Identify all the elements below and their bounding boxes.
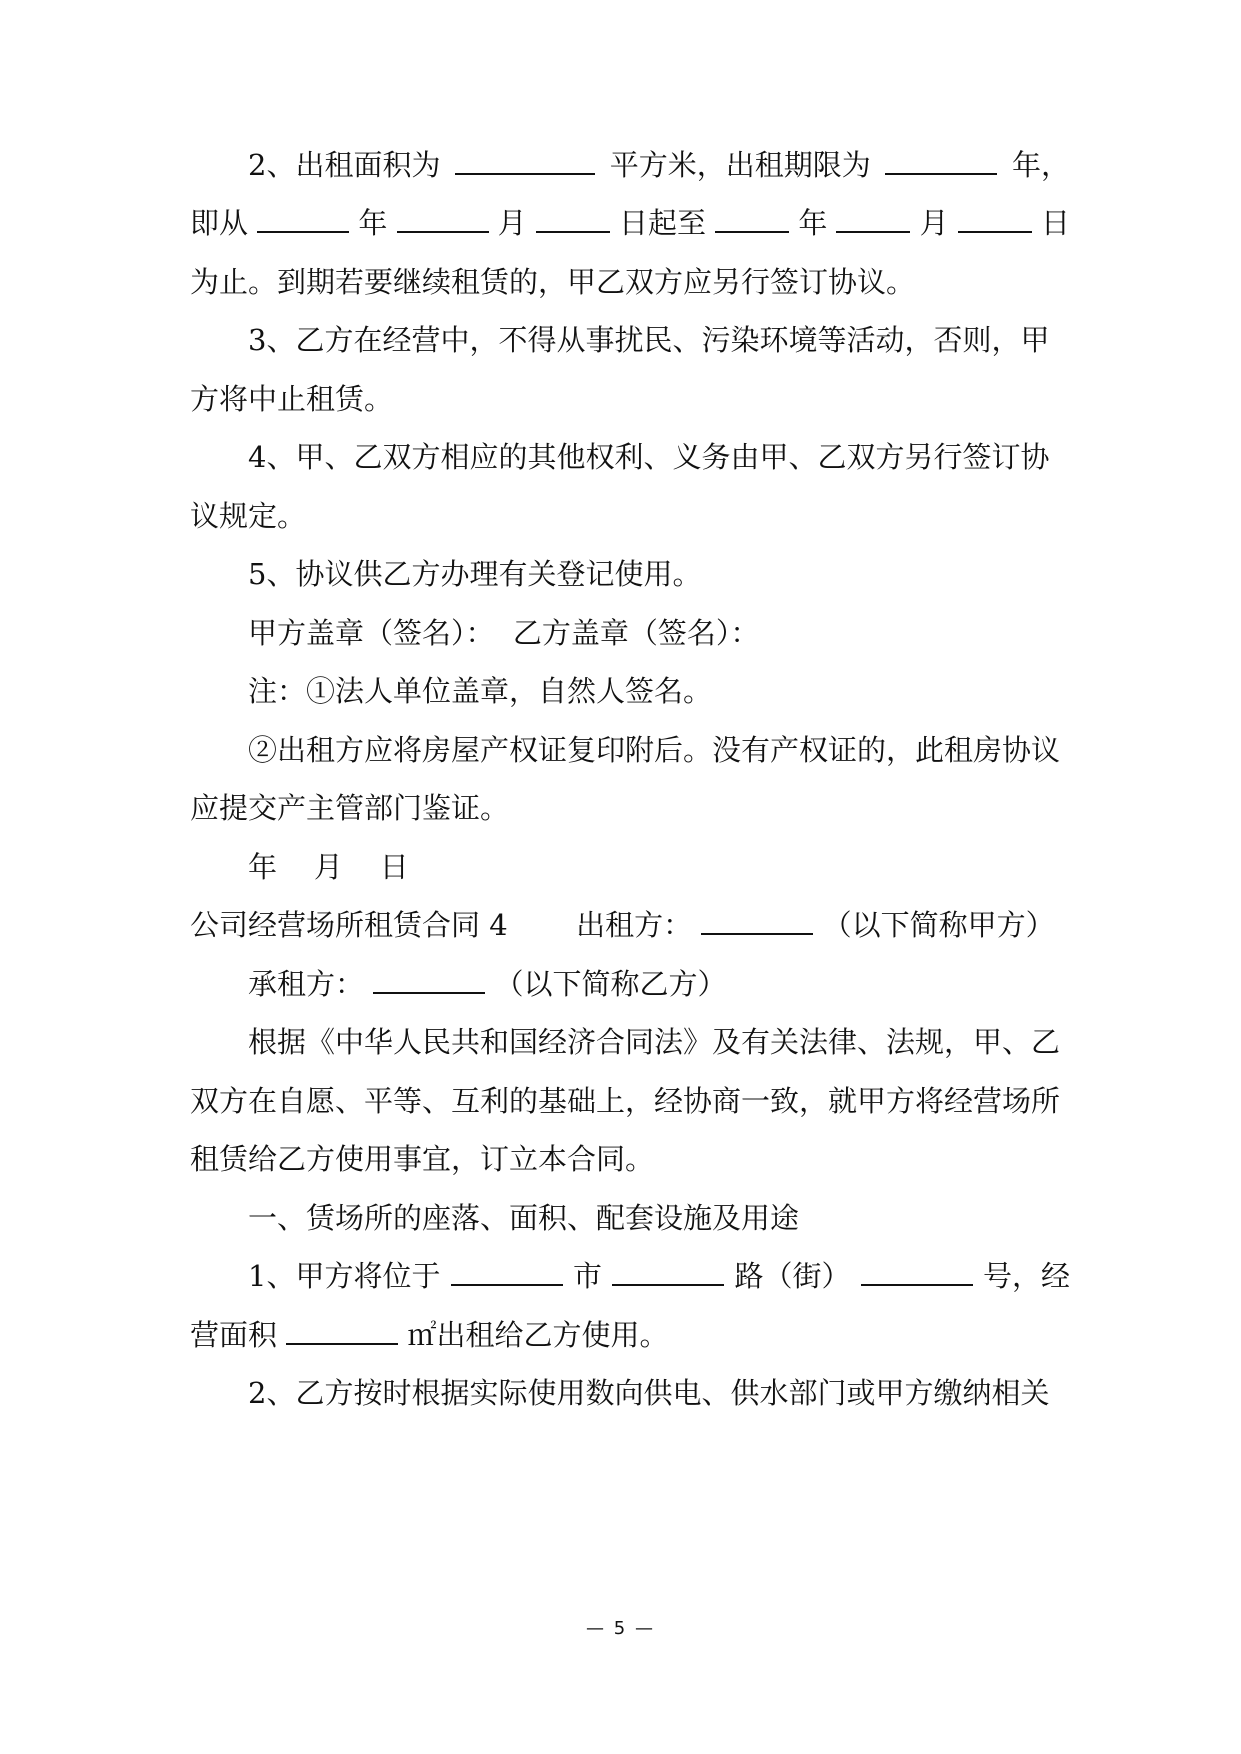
date-line: 年 月 日 xyxy=(248,850,409,884)
lessee-label: 承租方： xyxy=(248,967,365,1001)
contract-title: 公司经营场所租赁合同 4 xyxy=(190,908,508,942)
text: 日起至 xyxy=(618,206,706,240)
text: 年， xyxy=(1011,148,1070,182)
text: 平方米，出租期限为 xyxy=(609,148,871,182)
area-blank xyxy=(455,145,595,175)
clause2-line3: 为止。到期若要继续租赁的，甲乙双方应另行签订协议。 xyxy=(190,265,916,299)
term-blank xyxy=(885,145,997,175)
item2-line1: 2、乙方按时根据实际使用数向供电、供水部门或甲方缴纳相关 xyxy=(248,1376,1050,1410)
clause2-line1 xyxy=(248,145,1070,185)
text: ㎡出租给乙方使用。 xyxy=(407,1318,669,1352)
item1-line1 xyxy=(248,1256,1070,1296)
clause4-line1: 4、甲、乙双方相应的其他权利、义务由甲、乙双方另行签订协 xyxy=(248,440,1050,474)
clause3-line2: 方将中止租赁。 xyxy=(190,382,394,416)
text: 年 xyxy=(358,206,388,240)
clause5: 5、协议供乙方办理有关登记使用。 xyxy=(248,557,702,591)
road-blank xyxy=(612,1256,724,1286)
end-month-blank xyxy=(836,203,910,233)
note-2-line2: 应提交产主管部门鉴证。 xyxy=(190,791,510,825)
lessor-blank xyxy=(701,905,813,935)
text: 1、甲方将位于 xyxy=(248,1259,441,1293)
text: 年 xyxy=(798,206,828,240)
city-blank xyxy=(451,1256,563,1286)
preamble-line2: 双方在自愿、平等、互利的基础上，经协商一致，就甲方将经营场所 xyxy=(190,1084,1061,1118)
start-day-blank xyxy=(536,203,610,233)
text: 号，经 xyxy=(982,1259,1070,1293)
note-1: 注：①法人单位盖章，自然人签名。 xyxy=(248,674,713,708)
contract4-header-line xyxy=(190,905,1070,945)
preamble-line3: 租赁给乙方使用事宜，订立本合同。 xyxy=(190,1142,655,1176)
note-2-line1: ②出租方应将房屋产权证复印附后。没有产权证的，此租房协议 xyxy=(248,733,1061,767)
signature-line: 甲方盖章（签名）： 乙方盖章（签名）： xyxy=(248,616,760,650)
section1-heading: 一、赁场所的座落、面积、配套设施及用途 xyxy=(248,1201,800,1235)
text: 市 xyxy=(572,1259,602,1293)
text: 营面积 xyxy=(190,1318,278,1352)
lessee-suffix: （以下简称乙方） xyxy=(494,967,727,1001)
clause4-line2: 议规定。 xyxy=(190,499,307,533)
start-year-blank xyxy=(257,203,349,233)
lessor-suffix: （以下简称甲方） xyxy=(822,908,1055,942)
area-blank xyxy=(286,1315,398,1345)
text: 月 xyxy=(919,206,949,240)
text: 日 xyxy=(1040,206,1070,240)
text: 2、出租面积为 xyxy=(248,148,441,182)
text: 月 xyxy=(497,206,527,240)
text: 即从 xyxy=(190,206,249,240)
lessee-blank xyxy=(373,964,485,994)
number-blank xyxy=(861,1256,973,1286)
page-number: — 5 — xyxy=(586,1618,655,1639)
text: 路（街） xyxy=(734,1259,851,1293)
lessor-label: 出租方： xyxy=(576,908,693,942)
clause2-line2 xyxy=(190,203,1070,243)
item1-line2 xyxy=(190,1315,1070,1355)
clause3-line1: 3、乙方在经营中，不得从事扰民、污染环境等活动，否则，甲 xyxy=(248,323,1050,357)
start-month-blank xyxy=(397,203,489,233)
end-year-blank xyxy=(715,203,789,233)
preamble-line1: 根据《中华人民共和国经济合同法》及有关法律、法规，甲、乙 xyxy=(248,1025,1061,1059)
lessee-line xyxy=(248,964,1070,1004)
end-day-blank xyxy=(958,203,1032,233)
